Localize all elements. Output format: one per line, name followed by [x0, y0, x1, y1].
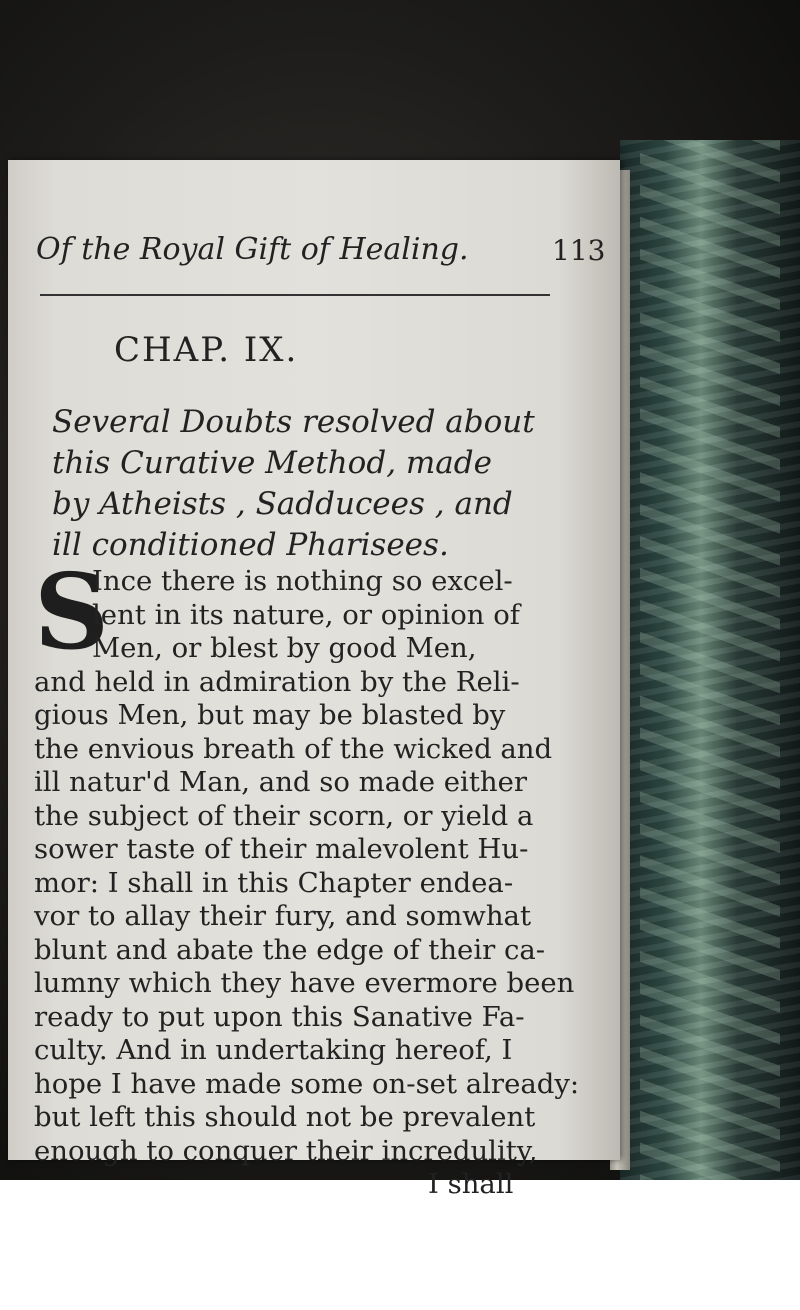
text-line: blunt and abate the edge of their ca- — [34, 933, 546, 966]
text-line: but left this should not be prevalent — [34, 1101, 536, 1133]
text-line: and held in admiration by the Reli- — [34, 665, 520, 698]
summary-line: by Atheists , Sadducees , and — [52, 486, 513, 522]
text-line: Ince there is nothing so excel- — [92, 565, 513, 597]
text-line: vor to allay their fury, and somwhat — [34, 900, 532, 932]
book-cover-binding — [620, 140, 800, 1180]
text-line: enough to conquer their incredulity, — [34, 1134, 538, 1167]
summary-line: ill conditioned Pharisees. — [52, 527, 449, 563]
body-paragraph — [34, 565, 614, 1202]
text-line: lumny which they have evermore been — [34, 967, 575, 999]
text-line: mor: I shall in this Chapter endea- — [34, 866, 514, 899]
header-rule — [40, 294, 550, 296]
chapter-heading: CHAP. IX. — [114, 330, 299, 370]
page-number: 113 — [552, 234, 606, 267]
text-line: the subject of their scorn, or yield a — [34, 799, 534, 832]
text-line: Men, or blest by good Men, — [92, 632, 477, 664]
text-line: sower taste of their malevolent Hu- — [34, 833, 529, 865]
catchword: I shall — [428, 1168, 514, 1200]
text-line: ill natur'd Man, and so made either — [34, 766, 527, 798]
text-line: culty. And in undertaking hereof, I — [34, 1034, 513, 1066]
chapter-summary — [52, 402, 572, 566]
summary-line: this Curative Method, made — [52, 445, 492, 481]
text-line: lent in its nature, or opinion of — [92, 598, 520, 631]
text-line: gious Men, but may be blasted by — [34, 699, 506, 731]
text-line: the envious breath of the wicked and — [34, 732, 553, 765]
text-line: hope I have made some on-set already: — [34, 1067, 580, 1100]
drop-cap: S — [34, 550, 110, 673]
summary-line: Several Doubts resolved about — [52, 404, 535, 440]
text-line: ready to put upon this Sanative Fa- — [34, 1000, 525, 1033]
running-title: Of the Royal Gift of Healing. — [36, 232, 469, 267]
